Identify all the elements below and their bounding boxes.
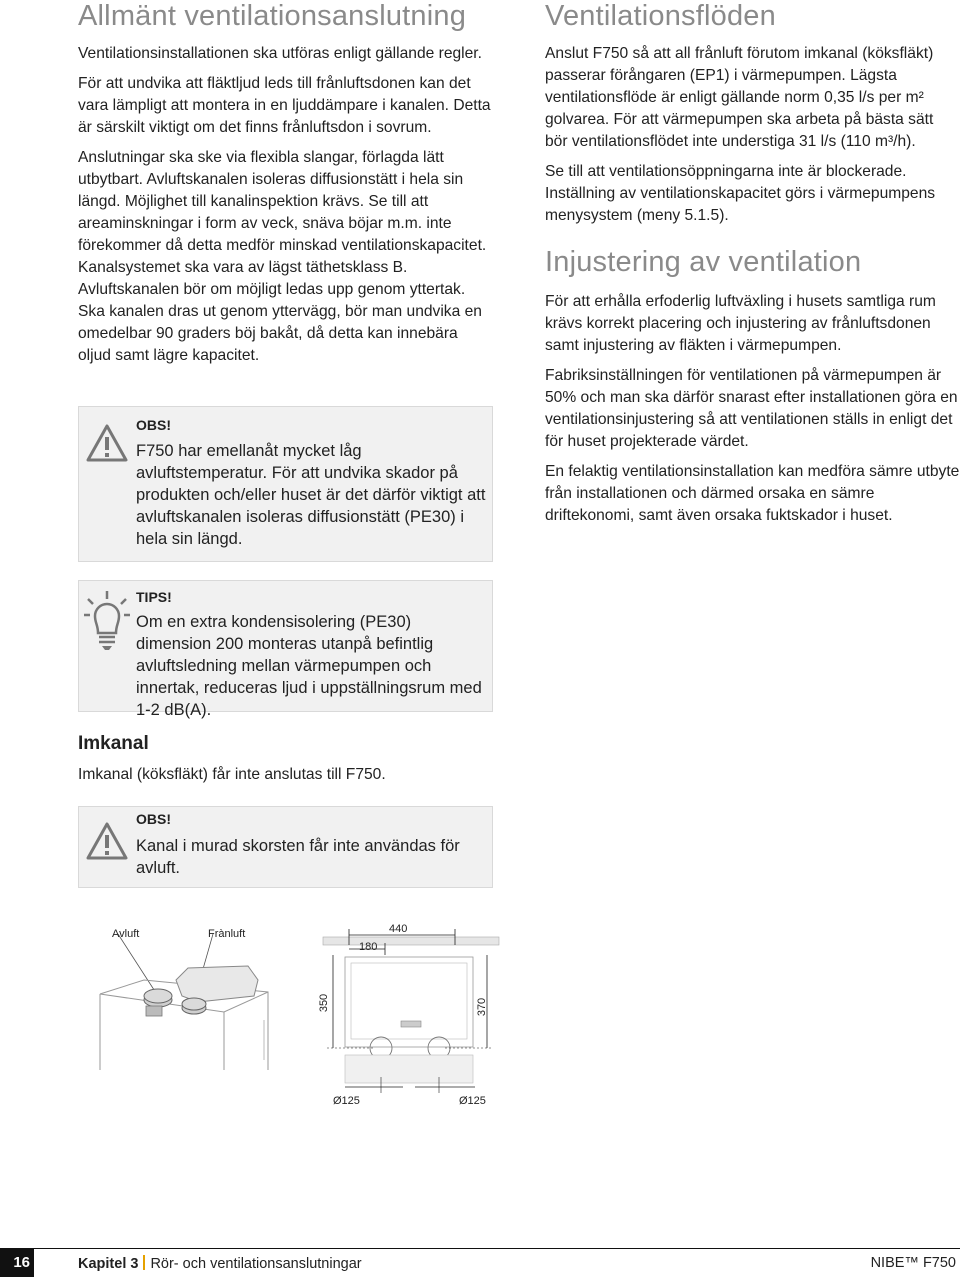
imkanal-text: Imkanal (köksfläkt) får inte anslutas till F750. [78, 766, 386, 783]
tips-label: TIPS! [136, 589, 172, 605]
heat-pump-illustration [78, 910, 278, 1070]
chapter-separator [143, 1255, 145, 1270]
page-footer [0, 1248, 960, 1277]
tips-text: Om en extra kondensisolering (PE30) dimension 200 monteras utanpå befintlig avluftsledning mellan värmepumpen och innertak, reduceras ljud i uppställningsrum med 1-2 dB(A). [136, 613, 482, 719]
section-heading-ventilation-flows: Ventilationsflöden [545, 0, 776, 32]
paragraph-incorrect-install: En felaktig ventilationsinstallation kan medföra sämre utbyte från installationen och därmed orsaka en sämre driftekonomi, samt även orsaka fuktskador i huset. [545, 463, 960, 524]
page-number: 16 [13, 1254, 30, 1271]
paragraph-silencer: För att undvika att fläktljud leds till frånluftsdonen kan det vara lämpligt att montera in en ljuddämpare i kanalen. Detta är särskilt viktigt om det finns frånluftsdon i sovrum. [78, 75, 491, 136]
heat-pump-perspective-drawing [78, 910, 278, 1070]
chapter-label: Kapitel 3 [78, 1256, 139, 1272]
label-avluft: Avluft [112, 928, 140, 940]
diameter-left: Ø125 [333, 1095, 360, 1107]
left-column [78, 0, 492, 375]
right-column [545, 0, 960, 535]
tip-box-condensation-insulation [78, 580, 493, 719]
paragraph-connect-f750: Anslut F750 så att all frånluft förutom imkanal (köksfläkt) passerar förångaren (EP1) i värmepumpen. Lägsta ventilationsflöde är enligt gällande norm 0,35 l/s per m² golvarea. För att värmepumpen ska arbeta på bästa sätt bör ventilationsflödet inte understiga 31 l/s (110 m³/h). [545, 45, 934, 150]
dimension-350: 350 [318, 993, 331, 1013]
dimension-drawing [315, 915, 507, 1115]
dimension-180: 180 [359, 941, 378, 953]
lightbulb-icon [82, 589, 132, 653]
diameter-right: Ø125 [459, 1095, 486, 1107]
obs-label: OBS! [136, 417, 171, 433]
label-franluft: Frànluft [208, 928, 246, 940]
product-name: NIBE™ F750 [870, 1255, 956, 1271]
obs-text: Kanal i murad skorsten får inte användas för avluft. [136, 837, 460, 877]
paragraph-factory-setting: Fabriksinställningen för ventilationen på värmepumpen är 50% och man ska därför snarast efter installationen göra en ventilationsinjustering så att ventilationen ställs in enligt det för huset projekterade värdet. [545, 367, 958, 450]
dimension-440: 440 [389, 923, 408, 935]
paragraph-air-exchange: För att erhålla erfoderlig luftväxling i husets samtliga rum krävs korrekt placering och injustering av frånluftsdonen samt injustering av fläkten i värmepumpen. [545, 293, 936, 354]
obs-text: F750 har emellanåt mycket låg avluftstemperatur. För att undvika skador på produkten och/eller huset är det därför viktigt att avluftskanalen isoleras diffusionstätt (PE30) i hela sin längd. [136, 442, 486, 548]
section-heading-adjustment: Injustering av ventilation [545, 246, 862, 278]
chapter-title: Rör- och ventilationsanslutningar [150, 1256, 362, 1272]
footer-rule [34, 1248, 960, 1249]
imkanal-section [78, 732, 492, 794]
imkanal-heading: Imkanal [78, 733, 149, 754]
warning-box-exhaust-temperature [78, 406, 493, 562]
paragraph-connections: Anslutningar ska ske via flexibla slangar, förlagda lätt utbytbart. Avluftskanalen isoleras diffusionstätt i hela sin längd. Möjlighet till kanalinspektion krävs. Se till att areaminskningar i form av veck, snäva böjar m.m. inte förekommer då detta medför minskad ventilationskapacitet. Kanalsystemet ska vara av lägst täthetsklass B. Avluftskanalen bör om möjligt ledas upp genom yttertak. Ska kanalen dras ut genom yttervägg, bör man undvika en omedelbar 90 graders böj bakåt, då detta kan innebära oljud samt lägre kapacitet. [78, 149, 487, 364]
paragraph-regulations: Ventilationsinstallationen ska utföras enligt gällande regler. [78, 45, 482, 62]
obs-label: OBS! [136, 811, 171, 827]
chapter-info [78, 1255, 362, 1272]
dimension-370: 370 [476, 997, 489, 1017]
warning-triangle-icon [85, 821, 129, 861]
section-heading-general-ventilation: Allmänt ventilationsanslutning [78, 0, 467, 32]
paragraph-openings: Se till att ventilationsöppningarna inte är blockerade. Inställning av ventilationskapacitet görs i värmepumpens menysystem (meny 5.1.5). [545, 163, 936, 224]
warning-box-chimney [78, 806, 493, 888]
warning-triangle-icon [85, 423, 129, 463]
